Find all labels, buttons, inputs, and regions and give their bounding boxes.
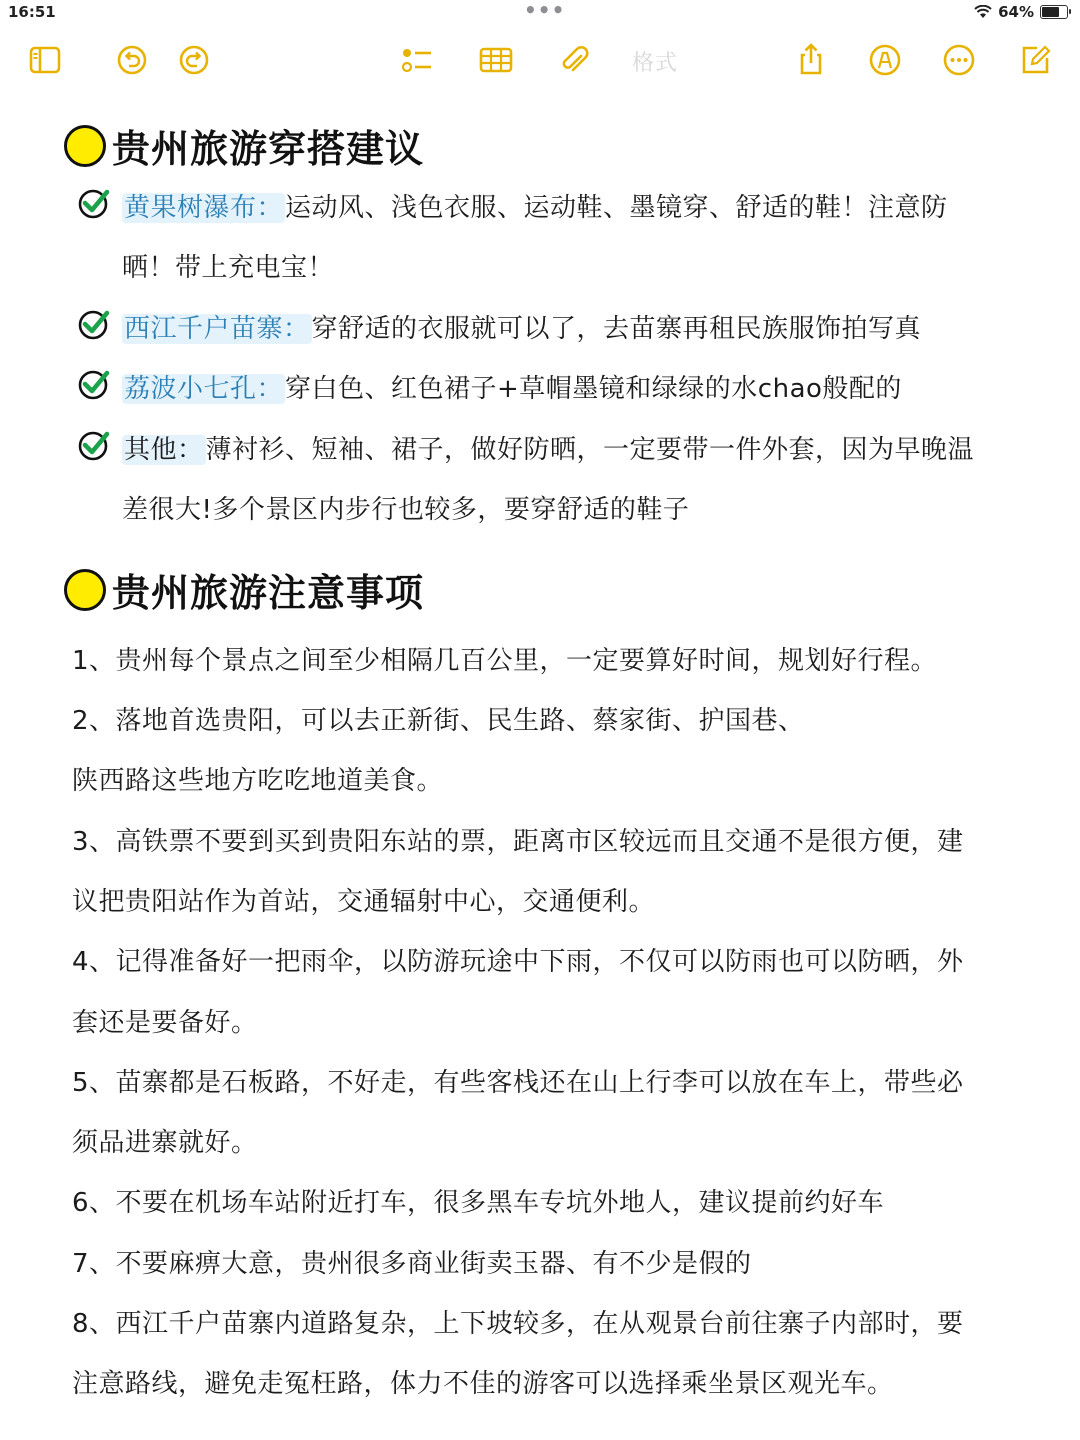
status-time: 16:51 [8, 3, 56, 21]
section-heading-outfit [64, 118, 424, 173]
yellow-circle-icon [64, 125, 106, 167]
markup-icon [867, 42, 903, 78]
undo-button[interactable] [112, 38, 152, 82]
more-icon [941, 42, 977, 78]
note-line: 3、高铁票不要到买到贵阳东站的票，距离市区较远而且交通不是很方便，建 [72, 827, 964, 857]
note-line: 7、不要麻痹大意，贵州很多商业街卖玉器、有不少是假的 [72, 1249, 752, 1279]
wifi-icon [974, 5, 992, 19]
redo-icon [176, 42, 212, 78]
note-line: 2、落地首选贵阳，可以去正新街、民生路、蔡家街、护国巷、 [72, 706, 805, 736]
status-bar [0, 0, 1080, 26]
undo-icon [114, 42, 150, 78]
note-line: 套还是要备好。 [72, 1008, 258, 1038]
battery-percent: 64% [998, 3, 1034, 21]
attachment-icon [555, 42, 591, 78]
checkmark-icon [77, 367, 111, 401]
note-line: 4、记得准备好一把雨伞，以防游玩途中下雨，不仅可以防雨也可以防晒，外 [72, 947, 964, 977]
outfit-item-huangguoshu-cont: 晒！带上充电宝！ [122, 253, 335, 283]
compose-button[interactable] [1015, 38, 1055, 82]
yellow-circle-icon [64, 569, 106, 611]
share-button[interactable] [791, 38, 831, 82]
heading-text: 贵州旅游穿搭建议 [112, 127, 425, 171]
notes-toolbar [0, 38, 1080, 84]
note-line: 1、贵州每个景点之间至少相隔几百公里，一定要算好时间，规划好行程。 [72, 646, 938, 676]
outfit-text: 薄衬衫、短袖、裙子，做好防晒，一定要带一件外套，因为早晚温 [205, 435, 975, 465]
table-button[interactable] [476, 38, 516, 82]
checkmark-icon [77, 307, 111, 341]
outfit-label: 西江千户苗寨： [124, 314, 310, 344]
sidebar-toggle-button[interactable] [25, 38, 65, 82]
outfit-item-xijiang [122, 308, 921, 345]
attachment-button[interactable] [553, 38, 593, 82]
table-icon [478, 42, 514, 78]
note-line: 议把贵阳站作为首站，交通辐射中心，交通便利。 [72, 887, 656, 917]
status-right [974, 3, 1068, 21]
checklist-button[interactable] [397, 38, 437, 82]
format-button[interactable]: 格式 [632, 51, 679, 76]
checkmark-icon [77, 186, 111, 220]
heading-text: 贵州旅游注意事项 [112, 571, 425, 615]
sidebar-icon [27, 42, 63, 78]
multitasking-dots[interactable]: ••• [524, 0, 566, 22]
section-heading-notes [64, 562, 424, 617]
note-line: 6、不要在机场车站附近打车，很多黑车专坑外地人，建议提前约好车 [72, 1188, 885, 1218]
outfit-text: 穿舒适的衣服就可以了，去苗寨再租民族服饰拍写真 [311, 314, 922, 344]
outfit-item-libo [122, 368, 902, 405]
markup-button[interactable] [865, 38, 905, 82]
outfit-text: 穿白色、红色裙子+草帽墨镜和绿绿的水chao般配的 [285, 374, 902, 404]
outfit-item-huangguoshu [122, 187, 948, 224]
more-button[interactable] [939, 38, 979, 82]
checkmark-icon [77, 428, 111, 462]
battery-level [1042, 7, 1059, 17]
outfit-label: 荔波小七孔： [124, 374, 284, 404]
note-line: 须品进寨就好。 [72, 1128, 258, 1158]
outfit-label: 其他： [124, 435, 204, 465]
compose-icon [1017, 42, 1053, 78]
note-line: 陕西路这些地方吃吃地道美食。 [72, 766, 444, 796]
note-line: 5、苗寨都是石板路，不好走，有些客栈还在山上行李可以放在车上，带些必 [72, 1068, 964, 1098]
note-line: 注意路线，避免走冤枉路，体力不佳的游客可以选择乘坐景区观光车。 [72, 1369, 894, 1399]
outfit-label: 黄果树瀑布： [124, 193, 284, 223]
checklist-icon [399, 42, 435, 78]
outfit-item-other-cont: 差很大!多个景区内步行也较多，要穿舒适的鞋子 [122, 495, 690, 525]
redo-button[interactable] [174, 38, 214, 82]
outfit-text: 运动风、浅色衣服、运动鞋、墨镜穿、舒适的鞋！注意防 [285, 193, 948, 223]
outfit-item-other [122, 429, 974, 466]
note-line: 8、西江千户苗寨内道路复杂，上下坡较多，在从观景台前往寨子内部时，要 [72, 1309, 964, 1339]
share-icon [793, 42, 829, 78]
battery-icon [1040, 5, 1068, 19]
